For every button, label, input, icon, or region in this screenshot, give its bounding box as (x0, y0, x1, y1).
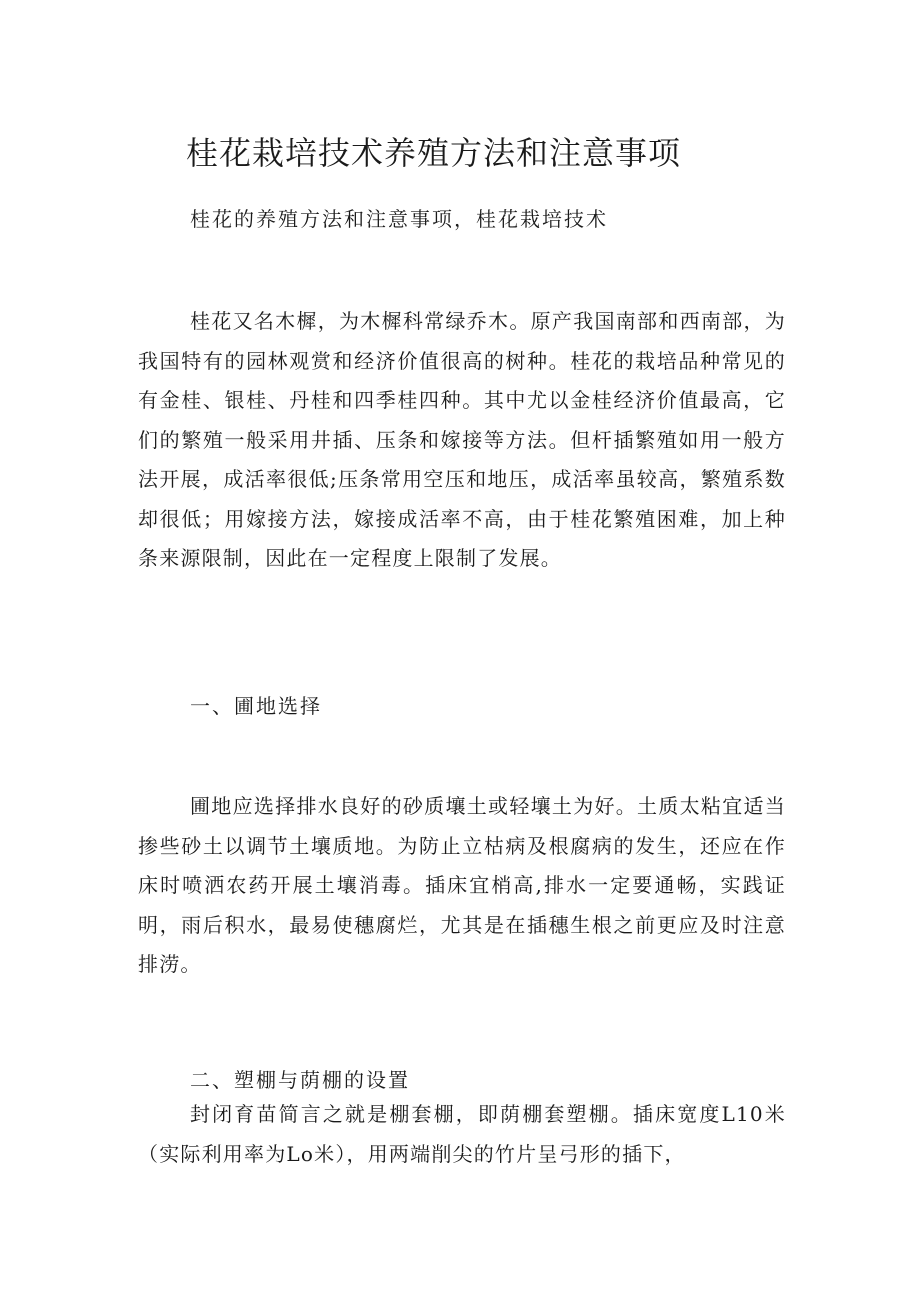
section1-heading: 一、圃地选择 (190, 694, 322, 718)
section1-body: 圃地应选择排水良好的砂质壤土或轻壤土为好。土质太粘宜适当掺些砂土以调节土壤质地。为防止立枯病及根腐病的发生，还应在作床时喷洒农药开展土壤消毒。插床宜梢高,排水一定要通畅，实践证明，雨后积水，最易使穗腐烂，尤其是在插穗生根之前更应及时注意排涝。 (138, 794, 786, 976)
intro-paragraph: 桂花又名木樨，为木樨科常绿乔木。原产我国南部和西南部，为我国特有的园林观赏和经济价值很高的树种。桂花的栽培品种常见的有金桂、银桂、丹桂和四季桂四种。其中尤以金桂经济价值最高，它们的繁殖一般采用井插、压条和嫁接等方法。但杆插繁殖如用一般方法开展，成活率很低;压条常用空压和地压，成活率虽较高，繁殖系数却很低；用嫁接方法，嫁接成活率不高，由于桂花繁殖困难，加上种条来源限制，因此在一定程度上限制了发展。 (138, 309, 786, 570)
document-subtitle: 桂花的养殖方法和注意事项，桂花栽培技术 (190, 207, 608, 231)
section2-body: 封闭育苗简言之就是棚套棚，即荫棚套塑棚。插床宽度L10米（实际利用率为Lo米），用两端削尖的竹片呈弓形的插下， (138, 1102, 786, 1166)
section2-heading: 二、塑棚与荫棚的设置 (190, 1068, 410, 1092)
document-title: 桂花栽培技术养殖方法和注意事项 (186, 134, 682, 172)
